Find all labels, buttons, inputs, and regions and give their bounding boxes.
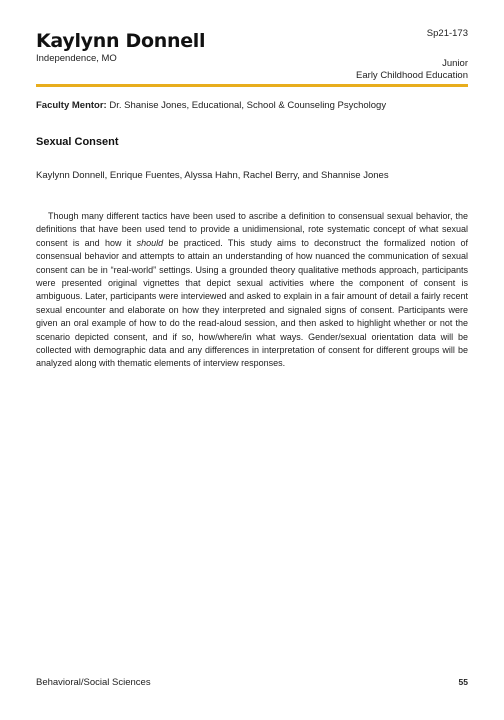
paper-abstract — [36, 210, 468, 371]
faculty-mentor-label: Faculty Mentor: — [36, 100, 107, 111]
abstract-text-after: be practiced. This study aims to deconstruct the formalized notion of consensual behavior and attempts to attain an understanding of how nuanced the communication of sexual consent can be in “real-world” settings. Using a grounded theory qualitative methods approach, participants were presented original vignettes that depict sexual activities where the component of consent is ambiguous. Later, participants were interviewed and asked to explain in a fair amount of detail a fairly recent sexual encounter and elaborate on how they interpreted and signaled signs of consent. Participants were given an oral example of how to do the read-aloud session, and then asked to highlight whether or not the scenario depicted consent, and if so, how/where/in what ways. Gender/sexual orientation data will be collected with demographic data and any differences in interpretation of consent for different groups will be analyzed along with thematic elements of interview responses. — [36, 237, 468, 369]
student-name: Kaylynn Donnell — [36, 30, 206, 52]
page-number: 55 — [458, 677, 468, 687]
abstract-code: Sp21-173 — [426, 28, 468, 39]
footer-section: Behavioral/Social Sciences — [36, 677, 151, 688]
paper-authors: Kaylynn Donnell, Enrique Fuentes, Alyssa Hahn, Rachel Berry, and Shannise Jones — [36, 170, 389, 181]
abstract-emphasis: should — [136, 237, 164, 248]
faculty-mentor — [36, 100, 386, 111]
student-location: Independence, MO — [36, 53, 117, 64]
student-year: Junior — [442, 58, 468, 69]
faculty-mentor-value: Dr. Shanise Jones, Educational, School & Counseling Psychology — [109, 100, 387, 111]
student-major: Early Childhood Education — [356, 70, 468, 81]
header-divider — [36, 84, 468, 87]
abstract-text-before: Though many different tactics have been used to ascribe a definition to consensual sexual behavior, the definitions that have been used tend to provide a unidimensional, rote systematic concept of what sexual consent is and how it — [36, 211, 468, 248]
paper-title: Sexual Consent — [36, 136, 119, 148]
